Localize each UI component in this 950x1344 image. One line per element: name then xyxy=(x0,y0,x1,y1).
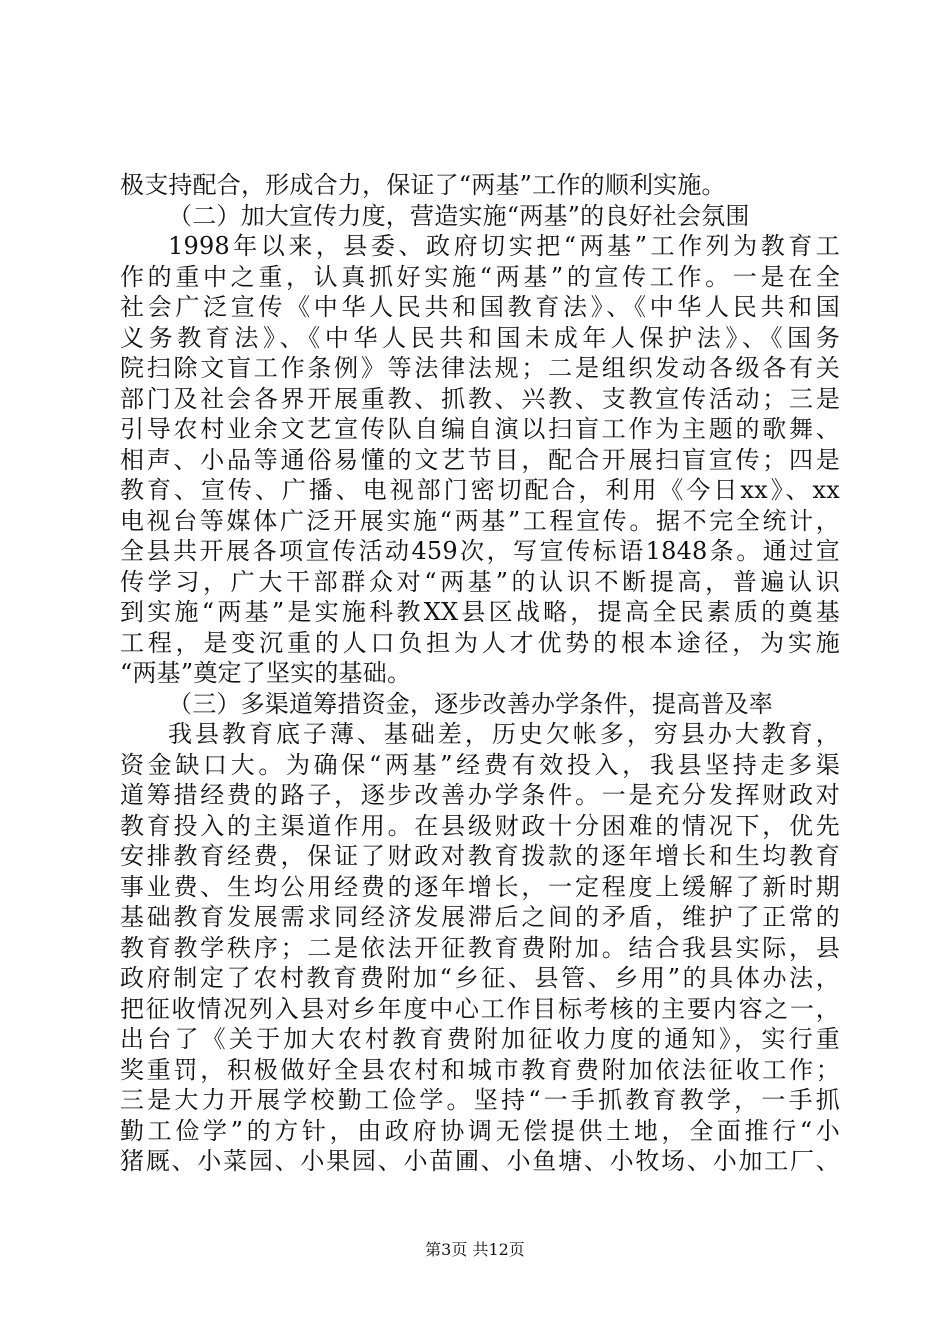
text-line: 奖重罚，积极做好全县农村和城市教育费附加依法征收工作； xyxy=(120,1055,840,1084)
text-line: 道筹措经费的路子，逐步改善办学条件。一是充分发挥财政对 xyxy=(120,781,840,809)
text-line: 院扫除文盲工作条例》等法律法规；二是组织发动各级各有关 xyxy=(120,354,840,382)
text-line: 教育、宣传、广播、电视部门密切配合，利用《今日xx》、xx xyxy=(120,476,840,504)
text-line: （二）加大宣传力度，营造实施“两基”的良好社会氛围 xyxy=(168,201,750,230)
page-footer: 第3页 共12页 xyxy=(425,1240,525,1259)
text-line: 社会广泛宣传《中华人民共和国教育法》、《中华人民共和国 xyxy=(120,293,840,321)
text-line: 全县共开展各项宣传活动459次，写宣传标语1848条。通过宣 xyxy=(120,537,840,565)
text-line: 猪厩、小菜园、小果园、小苗圃、小鱼塘、小牧场、小加工厂、 xyxy=(120,1147,840,1175)
text-line: 勤工俭学”的方针，由政府协调无偿提供土地，全面推行“小 xyxy=(120,1116,840,1145)
text-line: 作的重中之重，认真抓好实施“两基”的宣传工作。一是在全 xyxy=(120,262,840,291)
text-line: 部门及社会各界开展重教、抓教、兴教、支教宣传活动；三是 xyxy=(120,384,840,413)
text-line: 教育教学秩序；二是依法开征教育费附加。结合我县实际，县 xyxy=(120,933,840,962)
text-line: 三是大力开展学校勤工俭学。坚持“一手抓教育教学，一手抓 xyxy=(120,1086,840,1114)
text-line: 基础教育发展需求同经济发展滞后之间的矛盾，维护了正常的 xyxy=(120,903,840,931)
body-text xyxy=(120,170,840,1177)
text-line: 义务教育法》、《中华人民共和国未成年人保护法》、《国务 xyxy=(120,323,840,352)
text-line: 相声、小品等通俗易懂的文艺节目，配合开展扫盲宣传；四是 xyxy=(120,445,840,474)
text-line: 我县教育底子薄、基础差，历史欠帐多，穷县办大教育， xyxy=(168,720,840,748)
text-line: 事业费、生均公用经费的逐年增长，一定程度上缓解了新时期 xyxy=(120,872,840,901)
text-line: “两基”奠定了坚实的基础。 xyxy=(120,659,412,687)
text-line: 引导农村业余文艺宣传队自编自演以扫盲工作为主题的歌舞、 xyxy=(120,415,840,443)
text-line: 安排教育经费，保证了财政对教育拨款的逐年增长和生均教育 xyxy=(120,842,840,870)
text-line: 1998年以来，县委、政府切实把“两基”工作列为教育工 xyxy=(168,232,840,260)
text-line: 把征收情况列入县对乡年度中心工作目标考核的主要内容之一， xyxy=(120,994,840,1023)
text-line: 电视台等媒体广泛开展实施“两基”工程宣传。据不完全统计， xyxy=(120,506,840,535)
text-line: （三）多渠道筹措资金，逐步改善办学条件，提高普及率 xyxy=(168,689,773,718)
text-line: 教育投入的主渠道作用。在县级财政十分困难的情况下，优先 xyxy=(120,811,840,840)
text-line: 工程，是变沉重的人口负担为人才优势的根本途径，为实施 xyxy=(120,628,840,657)
text-line: 极支持配合，形成合力，保证了“两基”工作的顺利实施。 xyxy=(120,171,726,199)
text-line: 出台了《关于加大农村教育费附加征收力度的通知》，实行重 xyxy=(120,1025,840,1053)
text-line: 到实施“两基”是实施科教XX县区战略，提高全民素质的奠基 xyxy=(120,598,840,626)
text-line: 资金缺口大。为确保“两基”经费有效投入，我县坚持走多渠 xyxy=(120,750,840,779)
text-line: 政府制定了农村教育费附加“乡征、县管、乡用”的具体办法， xyxy=(120,964,840,992)
text-line: 传学习，广大干部群众对“两基”的认识不断提高，普遍认识 xyxy=(120,567,840,596)
